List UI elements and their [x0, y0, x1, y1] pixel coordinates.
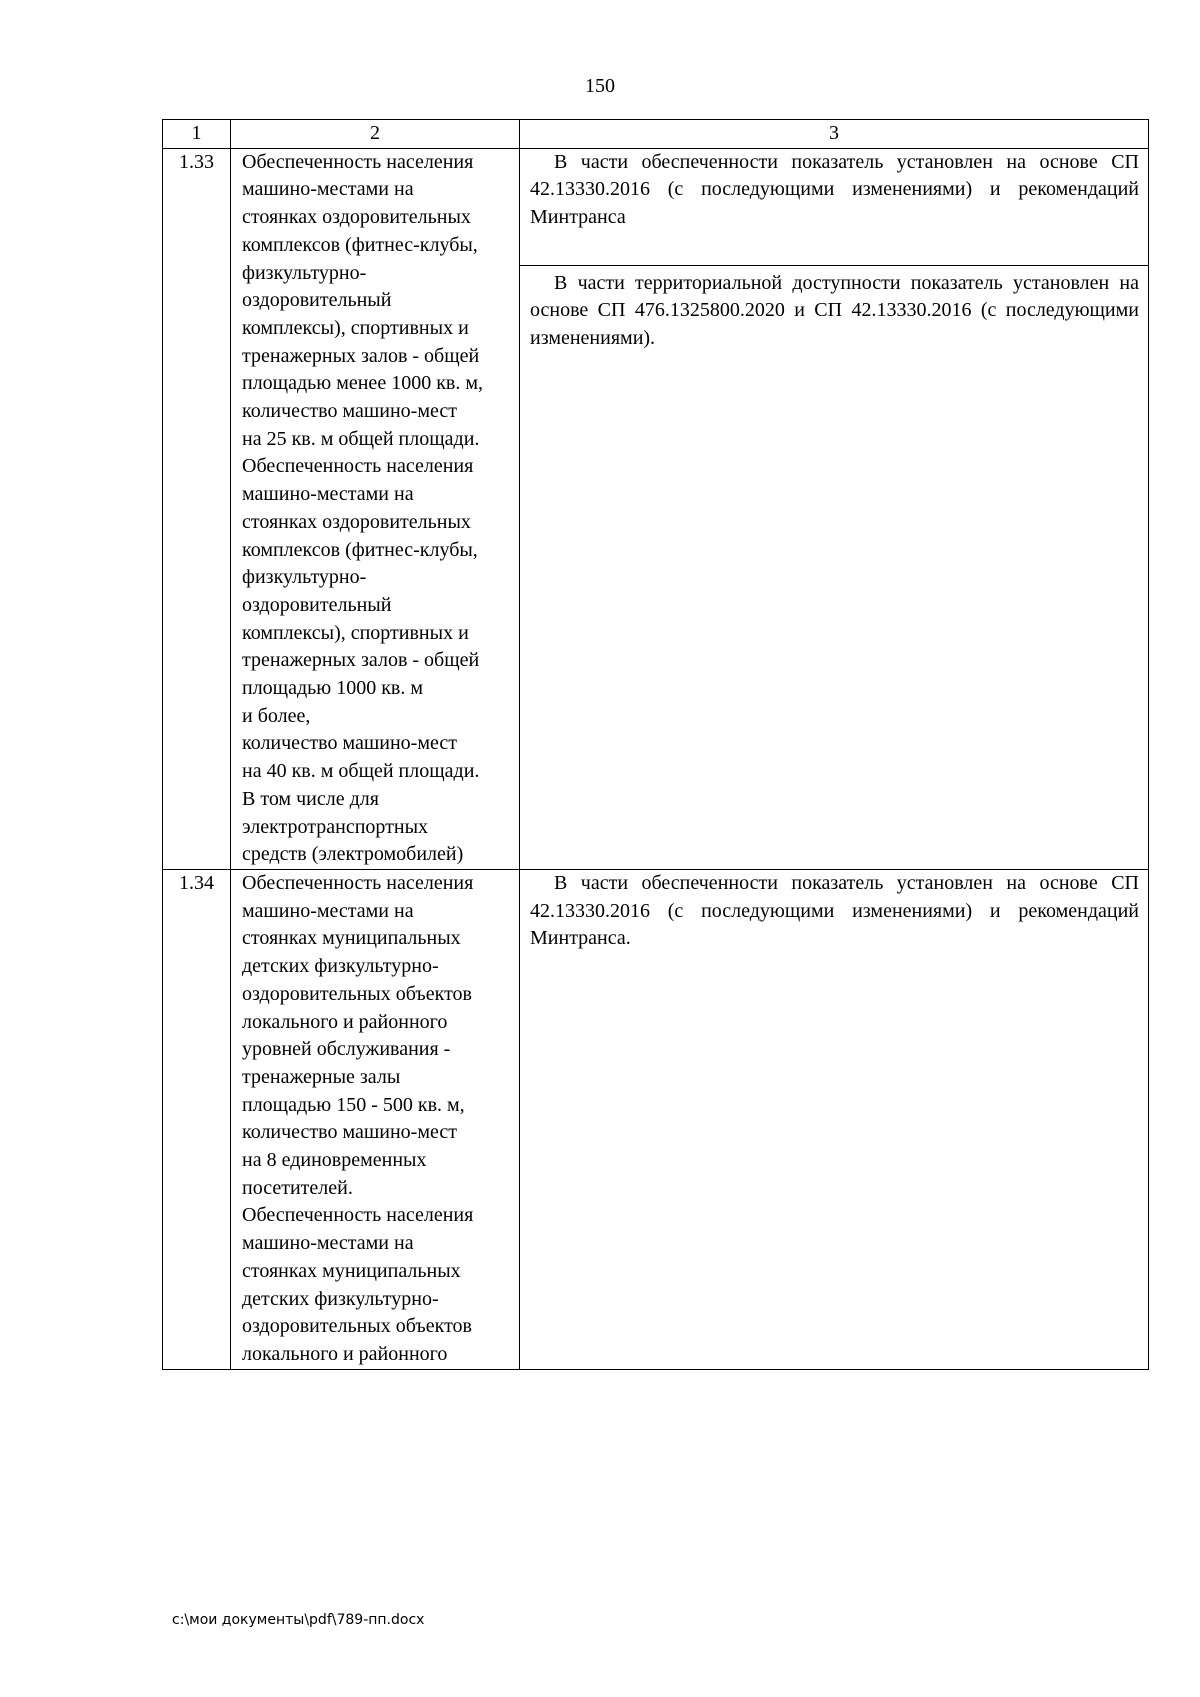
standards-table	[162, 119, 1149, 1370]
basis-provision: В части обеспеченности показатель установлен на основе СП 42.13330.2016 (с последующими изменениями) и рекомендаций Минтранса.	[530, 871, 1139, 950]
basis-provision: В части обеспеченности показатель установлен на основе СП 42.13330.2016 (с последующими изменениями) и рекомендаций Минтранса	[520, 149, 1148, 266]
basis-cell	[520, 148, 1149, 869]
row-number: 1.34	[163, 869, 231, 1369]
indicator-description: Обеспеченность населения машино-местами на стоянках муниципальных детских физкультурно- оздоровительных объектов локального и районного уровней обслуживания - тренажерные залы площадью 150 - 500 кв. м, количество машино-мест на 8 единовременных посетителей. Обеспеченность населения машино-местами на стоянках муниципальных детских физкультурно- оздоровительных объектов локального и районного	[242, 871, 474, 1365]
header-cell-1: 1	[163, 120, 231, 149]
file-path-footer: c:\мои документы\pdf\789-пп.docx	[172, 1612, 425, 1628]
table-row	[163, 148, 1149, 869]
basis-accessibility: В части территориальной доступности показатель установлен на основе СП 476.1325800.2020 и СП 42.13330.2016 (с последующими изменениями).	[530, 271, 1139, 350]
basis-cell	[520, 869, 1149, 1369]
header-cell-3: 3	[520, 120, 1149, 149]
indicator-cell	[231, 148, 520, 869]
header-cell-2: 2	[231, 120, 520, 149]
indicator-description: Обеспеченность населения машино-местами на стоянках оздоровительных комплексов (фитнес-клубы, физкультурно- оздоровительный комплексы), спортивных и тренажерных залов - общей площадью менее 1000 кв. м, количество машино-мест на 25 кв. м общей площади. Обеспеченность населения машино-местами на стоянках оздоровительных комплексов (фитнес-клубы, физкультурно- оздоровительный комплексы), спортивных и тренажерных залов - общей площадью 1000 кв. м и более, количество машино-мест на 40 кв. м общей площади. В том числе для электротранспортных средств (электромобилей)	[242, 150, 484, 866]
row-number: 1.33	[163, 148, 231, 869]
page-number: 150	[585, 75, 615, 97]
table-row	[163, 869, 1149, 1369]
table-header-row	[163, 120, 1149, 149]
indicator-cell	[231, 869, 520, 1369]
